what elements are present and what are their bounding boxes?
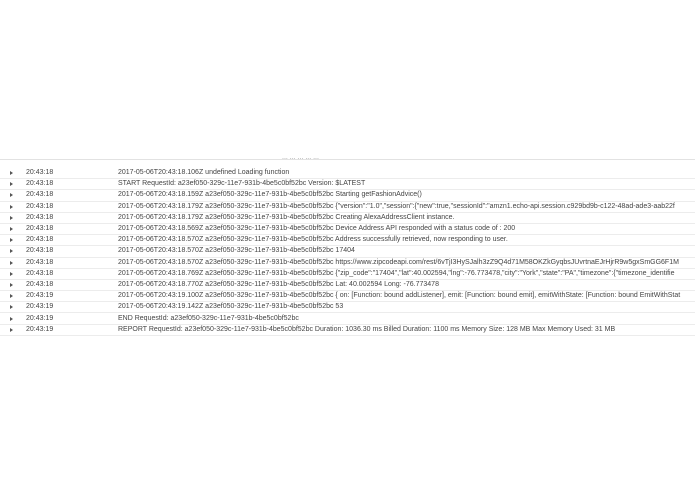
expand-arrow-icon[interactable] [0,235,24,245]
expand-arrow-icon[interactable] [0,190,24,200]
expand-arrow-icon[interactable] [0,246,24,256]
log-message: 2017-05-06T20:43:18.570Z a23ef050-329c-11e7-931b-4be5c0bf52bc Address successfully retrieved, now responding to user. [118,236,508,244]
expand-arrow-icon[interactable] [0,269,24,279]
log-row[interactable] [0,213,695,224]
log-row[interactable] [0,246,695,257]
log-time: 20:43:18 [26,213,54,221]
log-time: 20:43:18 [26,280,54,288]
log-time: 20:43:18 [26,169,54,177]
log-time: 20:43:18 [26,247,54,255]
expand-arrow-icon[interactable] [0,314,24,324]
log-message: 2017-05-06T20:43:18.570Z a23ef050-329c-11e7-931b-4be5c0bf52bc https://www.zipcodeapi.com/rest/6vTjI3HySJalh3zZ9Q4d71M58OKZkGyqbsJUvrtnaEJrHjrR9w5gxSmGG6F1M [118,258,679,266]
expand-arrow-icon[interactable] [0,202,24,212]
log-time: 20:43:18 [26,202,54,210]
log-row[interactable] [0,224,695,235]
log-message: 2017-05-06T20:43:18.770Z a23ef050-329c-11e7-931b-4be5c0bf52bc Lat: 40.002594 Long: -76.773478 [118,280,439,288]
expand-arrow-icon[interactable] [0,280,24,290]
log-time: 20:43:19 [26,325,54,333]
log-row[interactable] [0,302,695,313]
log-row[interactable] [0,168,695,179]
log-message: 2017-05-06T20:43:18.179Z a23ef050-329c-11e7-931b-4be5c0bf52bc Creating AlexaAddressClient instance. [118,213,455,221]
log-time: 20:43:19 [26,303,54,311]
log-time: 20:43:18 [26,269,54,277]
log-message: END RequestId: a23ef050-329c-11e7-931b-4be5c0bf52bc [118,314,299,322]
log-row[interactable] [0,325,695,336]
log-time: 20:43:18 [26,191,54,199]
log-message: 2017-05-06T20:43:18.570Z a23ef050-329c-11e7-931b-4be5c0bf52bc 17404 [118,247,355,255]
log-time: 20:43:18 [26,180,54,188]
partially-visible-text: ... ... ... ... ... [282,154,319,161]
expand-arrow-icon[interactable] [0,258,24,268]
log-message: REPORT RequestId: a23ef050-329c-11e7-931b-4be5c0bf52bc Duration: 1036.30 ms Billed Duration: 1100 ms Memory Size: 128 MB Max Memory Used: 31 MB [118,325,616,333]
log-message: 2017-05-06T20:43:18.569Z a23ef050-329c-11e7-931b-4be5c0bf52bc Device Address API responded with a status code of : 200 [118,225,516,233]
log-row[interactable] [0,258,695,269]
log-time: 20:43:19 [26,292,54,300]
log-message: START RequestId: a23ef050-329c-11e7-931b-4be5c0bf52bc Version: $LATEST [118,180,366,188]
log-time: 20:43:18 [26,225,54,233]
log-row[interactable] [0,179,695,190]
expand-arrow-icon[interactable] [0,179,24,189]
log-time: 20:43:18 [26,258,54,266]
log-events-table [0,154,695,336]
log-rows [0,168,695,336]
log-message: 2017-05-06T20:43:19.100Z a23ef050-329c-11e7-931b-4be5c0bf52bc { on: [Function: bound addListener], emit: [Function: bound emit], emitWithState: [Function: bound EmitWithStat [118,292,681,300]
log-message: 2017-05-06T20:43:19.142Z a23ef050-329c-11e7-931b-4be5c0bf52bc 53 [118,303,344,311]
log-row[interactable] [0,235,695,246]
log-row[interactable] [0,190,695,201]
log-row[interactable] [0,202,695,213]
log-message: 2017-05-06T20:43:18.179Z a23ef050-329c-11e7-931b-4be5c0bf52bc {"version":"1.0","session":{"new":true,"sessionId":"amzn1.echo-api.session.c929bd9b-c122-48ad-ade3-aab22f [118,202,675,210]
log-row[interactable] [0,269,695,280]
log-message: 2017-05-06T20:43:18.769Z a23ef050-329c-11e7-931b-4be5c0bf52bc {"zip_code":"17404","lat":40.002594,"lng":-76.773478,"city":"York","state":"PA","timezone":{"timezone_identifie [118,269,675,277]
log-row[interactable] [0,291,695,302]
partially-visible-row [0,154,695,168]
log-message: 2017-05-06T20:43:18.106Z undefined Loading function [118,169,290,177]
expand-arrow-icon[interactable] [0,213,24,223]
log-row[interactable] [0,280,695,291]
expand-arrow-icon[interactable] [0,168,24,178]
log-message: 2017-05-06T20:43:18.159Z a23ef050-329c-11e7-931b-4be5c0bf52bc Starting getFashionAdvice() [118,191,422,199]
expand-arrow-icon[interactable] [0,291,24,301]
log-time: 20:43:19 [26,314,54,322]
expand-arrow-icon[interactable] [0,302,24,312]
expand-arrow-icon[interactable] [0,224,24,234]
expand-arrow-icon[interactable] [0,325,24,335]
log-time: 20:43:18 [26,236,54,244]
log-row[interactable] [0,313,695,324]
